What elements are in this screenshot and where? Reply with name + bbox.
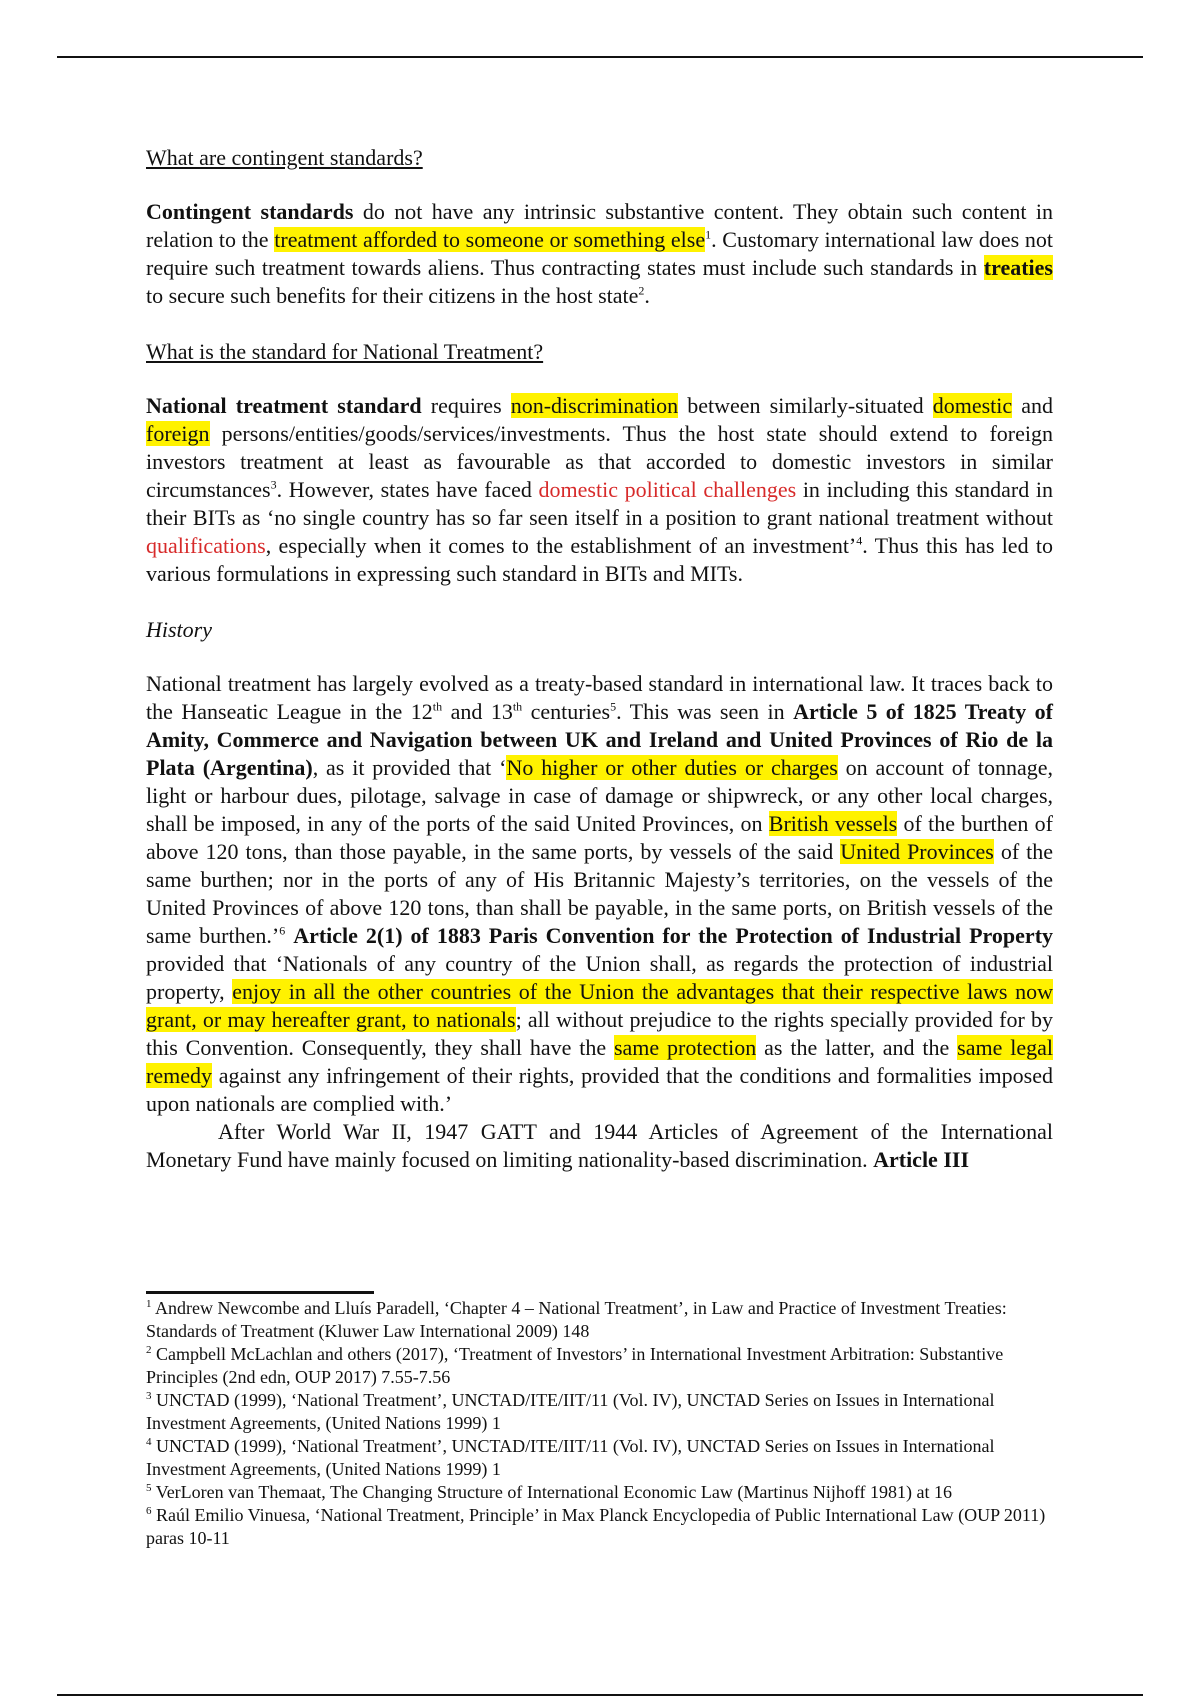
text-span: ; all without prejudice to the rights specially provided for by this Convention. Consequently, they shall have the xyxy=(146,1007,1053,1060)
footnote-text: Raúl Emilio Vinuesa, ‘National Treatment, Principle’ in Max Planck Encyclopedia of Public International Law (OUP 2011) paras 10-11 xyxy=(146,1505,1046,1548)
heading-contingent-standards: What are contingent standards? xyxy=(146,145,423,170)
highlight: domestic xyxy=(932,393,1013,418)
footnote-ref: 6 xyxy=(279,923,286,938)
footnote-text: Campbell McLachlan and others (2017), ‘Treatment of Investors’ in International Investment Arbitration: Substantive Principles (2nd edn, OUP 2017) 7.55-7.56 xyxy=(146,1344,1004,1387)
text-span: requires xyxy=(421,393,511,418)
highlight: enjoy in all the other countries of the Union the advantages that their respective laws now grant, or may hereafter grant, to nationals xyxy=(146,979,1054,1032)
footnote-text: Andrew Newcombe and Lluís Paradell, ‘Chapter 4 – National Treatment’, in Law and Practice of Investment Treaties: Standards of Treatment (Kluwer Law International 2009) 148 xyxy=(146,1298,1007,1341)
paragraph-post-war xyxy=(146,1118,1053,1174)
footnote-number: 1 xyxy=(146,1298,152,1310)
red-text: domestic political challenges xyxy=(538,477,797,502)
highlight: same protection xyxy=(613,1035,757,1060)
superscript: th xyxy=(512,699,523,714)
document-body xyxy=(146,144,1053,1174)
text-span: centuries xyxy=(522,699,611,724)
footnote-ref: 5 xyxy=(610,699,617,714)
text-span: . This was seen in xyxy=(616,699,794,724)
text-span: to secure such benefits for their citizens in the host state xyxy=(146,283,639,308)
footnote-ref: 1 xyxy=(705,227,712,242)
red-text: qualifications xyxy=(146,533,266,558)
footnote-text: VerLoren van Themaat, The Changing Structure of International Economic Law (Martinus Nijhoff 1981) at 16 xyxy=(155,1482,952,1502)
text-span: , as it provided that ‘ xyxy=(312,755,507,780)
bold-term: Article 2(1) of 1883 Paris Convention for the Protection of Industrial Property xyxy=(293,923,1054,948)
text-span: persons/entities/goods/services/investments. Thus the host state should extend to foreign investors treatment at least as favourable as that accorded to domestic investors in similar circumstances xyxy=(146,421,1053,502)
paragraph-history xyxy=(146,670,1053,1118)
text-span: of the burthen of above 120 tons, than those payable, in the same ports, by vessels of the said xyxy=(146,811,1053,864)
footnote-text: UNCTAD (1999), ‘National Treatment’, UNCTAD/ITE/IIT/11 (Vol. IV), UNCTAD Series on Issues in International Investment Agreements, (United Nations 1999) 1 xyxy=(146,1390,995,1433)
text-span: After World War II, 1947 GATT and 1944 Articles of Agreement of the International Monetary Fund have mainly focused on limiting nationality-based discrimination. xyxy=(146,1119,1053,1172)
heading-national-treatment: What is the standard for National Treatment? xyxy=(146,339,544,364)
text-span: National treatment has largely evolved as a treaty-based standard in international law. It traces back to the Hanseatic League in the 12 xyxy=(146,671,1053,724)
paragraph-national-treatment xyxy=(146,392,1053,588)
bold-term: National treatment standard xyxy=(146,393,422,418)
highlight: non-discrimination xyxy=(510,393,679,418)
bottom-rule xyxy=(57,1694,1143,1696)
highlight: treaties xyxy=(983,255,1053,280)
footnote-number: 6 xyxy=(146,1505,152,1517)
bold-term: Contingent standards xyxy=(146,199,354,224)
bold-term: Article III xyxy=(873,1147,970,1172)
footnote-number: 4 xyxy=(146,1436,152,1448)
footnote-number: 5 xyxy=(146,1482,152,1494)
text-span: . xyxy=(644,283,650,308)
footnote-3 xyxy=(146,1389,1056,1435)
footnote-ref: 4 xyxy=(856,533,863,548)
footnote-6 xyxy=(146,1504,1056,1550)
footnote-ref: 2 xyxy=(638,283,645,298)
footnote-number: 2 xyxy=(146,1344,152,1356)
text-span: and 13 xyxy=(442,699,513,724)
text-span xyxy=(285,923,293,948)
text-span: , especially when it comes to the establishment of an investment’ xyxy=(265,533,857,558)
text-span: as the latter, and the xyxy=(756,1035,958,1060)
highlight: same legal remedy xyxy=(146,1035,1053,1088)
paragraph-contingent-standards xyxy=(146,198,1053,310)
text-span: and xyxy=(1012,393,1054,418)
highlight: No higher or other duties or charges xyxy=(506,755,838,780)
heading-history: History xyxy=(146,617,212,642)
highlight: foreign xyxy=(146,421,210,446)
text-span: . However, states have faced xyxy=(276,477,539,502)
highlight: treatment afforded to someone or something else xyxy=(274,227,706,252)
text-span: in including this standard in their BITs as ‘no single country has so far seen itself in a position to grant national treatment without xyxy=(146,477,1053,530)
footnote-4 xyxy=(146,1435,1056,1481)
text-span: between similarly-situated xyxy=(678,393,933,418)
footnote-number: 3 xyxy=(146,1390,152,1402)
highlight: United Provinces xyxy=(840,839,994,864)
footnote-text: UNCTAD (1999), ‘National Treatment’, UNCTAD/ITE/IIT/11 (Vol. IV), UNCTAD Series on Issues in International Investment Agreements, (United Nations 1999) 1 xyxy=(146,1436,995,1479)
superscript: th xyxy=(432,699,443,714)
text-span: on account of tonnage, light or harbour dues, pilotage, salvage in case of damage or shipwreck, or any other local charges, shall be imposed, in any of the ports of the said United Provinces, on xyxy=(146,755,1054,836)
text-span: provided that ‘Nationals of any country of the Union shall, as regards the protection of industrial property, xyxy=(146,951,1053,1004)
top-rule xyxy=(57,56,1143,58)
text-span: against any infringement of their rights, provided that the conditions and formalities imposed upon nationals are complied with.’ xyxy=(146,1063,1053,1116)
bold-term: Article 5 of 1825 Treaty of Amity, Commerce and Navigation between UK and Ireland and United Provinces of Rio de la Plata (Argentina) xyxy=(146,699,1054,780)
footnote-1 xyxy=(146,1297,1056,1343)
footnote-2 xyxy=(146,1343,1056,1389)
footnote-5 xyxy=(146,1481,1056,1504)
footnotes xyxy=(146,1297,1056,1550)
text-span: . Customary international law does not require such treatment towards aliens. Thus contracting states must include such standards in xyxy=(146,227,1054,280)
text-span: of the same burthen; nor in the ports of any of His Britannic Majesty’s territories, on the vessels of the United Provinces of above 120 tons, than shall be payable, in the same ports, on British vessels of the same burthen.’ xyxy=(146,839,1053,948)
text-span: do not have any intrinsic substantive content. They obtain such content in relation to the xyxy=(146,199,1053,252)
footnote-separator xyxy=(146,1291,374,1294)
footnote-ref: 3 xyxy=(270,477,277,492)
text-span: . Thus this has led to various formulations in expressing such standard in BITs and MITs. xyxy=(146,533,1053,586)
highlight: British vessels xyxy=(768,811,898,836)
